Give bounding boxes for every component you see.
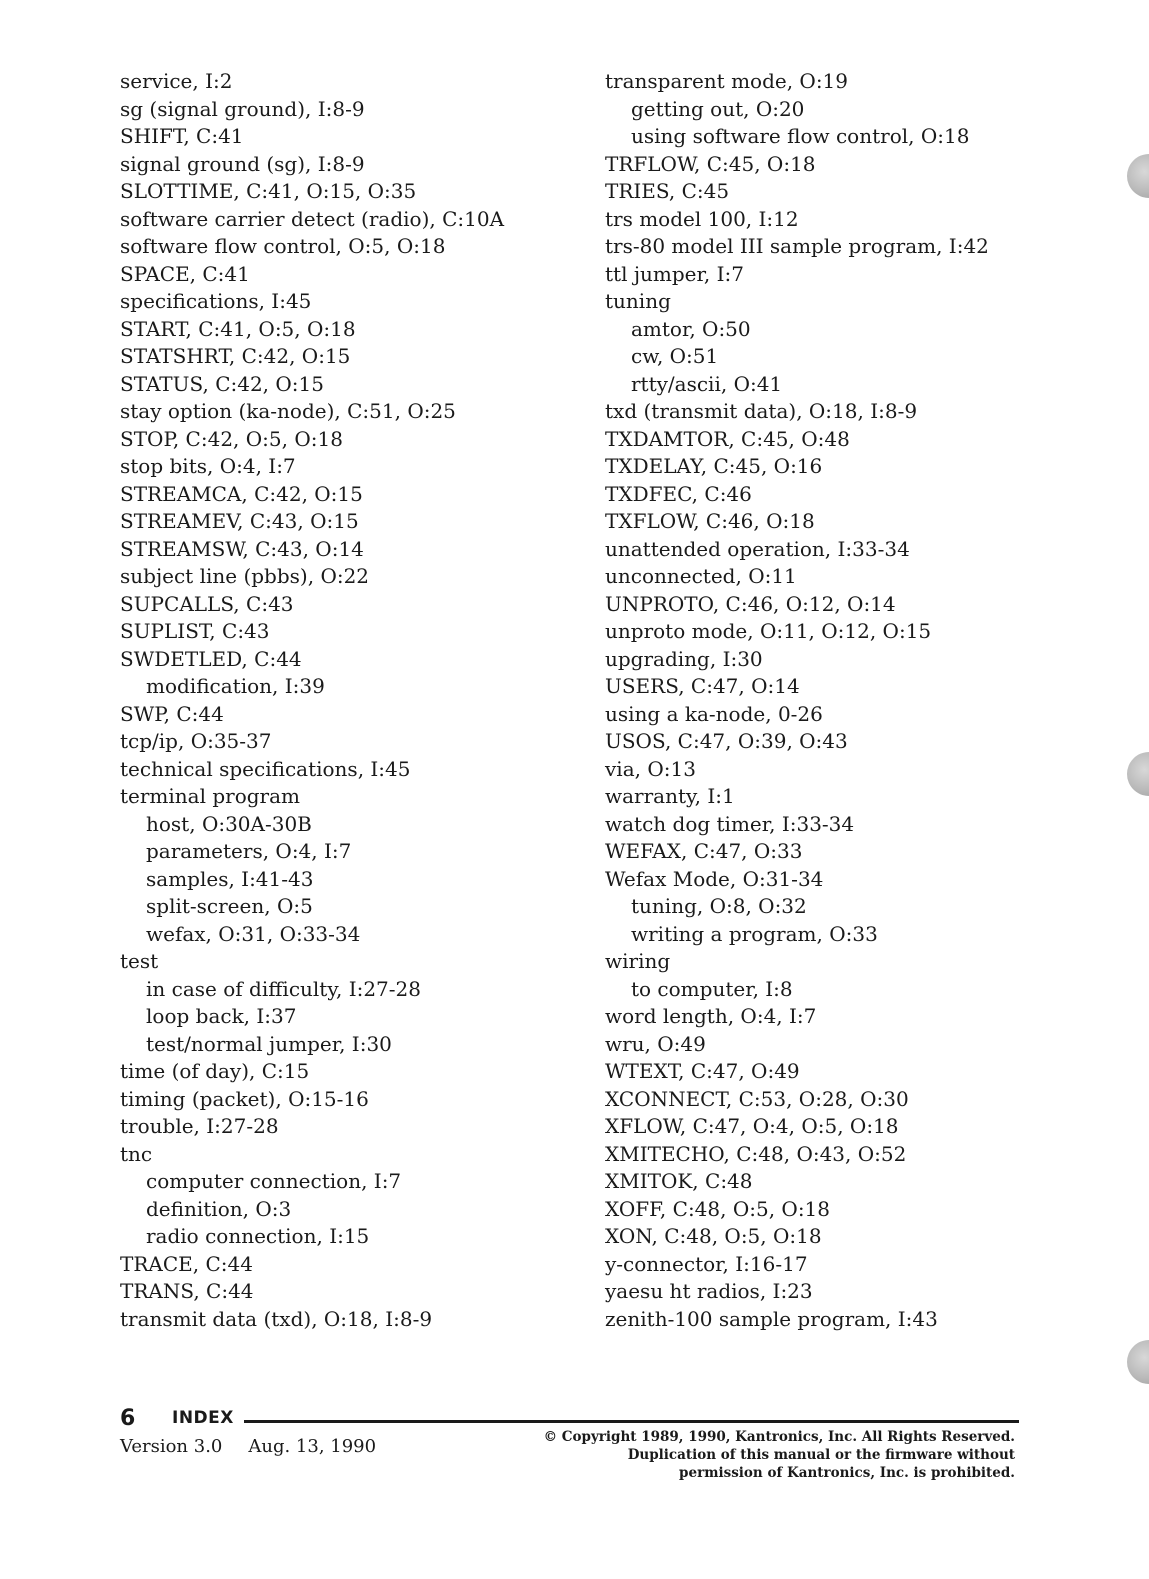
- index-subentry: using software flow control, O:18: [631, 124, 970, 148]
- index-subentry: tuning, O:8, O:32: [631, 894, 807, 918]
- index-entry: USERS, C:47, O:14: [605, 674, 800, 698]
- index-entry: yaesu ht radios, I:23: [605, 1279, 813, 1303]
- index-entry: trs-80 model III sample program, I:42: [605, 234, 989, 258]
- version-info: [120, 1436, 376, 1457]
- page-number: 6: [120, 1406, 136, 1431]
- index-subentry: writing a program, O:33: [631, 921, 878, 946]
- index-entry: transparent mode, O:19: [605, 69, 849, 93]
- copyright-line: permission of Kantronics, Inc. is prohibited.: [679, 1465, 1015, 1481]
- index-entry: TRIES, C:45: [605, 179, 730, 203]
- index-entry: XFLOW, C:47, O:4, O:5, O:18: [605, 1114, 899, 1138]
- index-entry: stop bits, O:4, I:7: [120, 454, 296, 478]
- index-entry: tuning: [605, 289, 671, 313]
- index-entry: XMITECHO, C:48, O:43, O:52: [605, 1141, 907, 1166]
- index-entry: unattended operation, I:33-34: [605, 536, 910, 561]
- index-entry: upgrading, I:30: [605, 646, 763, 671]
- punch-hole-middle: [1127, 752, 1149, 796]
- index-entry: via, O:13: [605, 756, 696, 781]
- index-entry: SUPCALLS, C:43: [120, 591, 294, 616]
- index-entry: STREAMEV, C:43, O:15: [120, 509, 359, 533]
- index-entry: ttl jumper, I:7: [605, 261, 744, 286]
- index-entry: TXFLOW, C:46, O:18: [605, 509, 815, 533]
- index-entry: TXDAMTOR, C:45, O:48: [605, 426, 850, 451]
- index-subentry: loop back, I:37: [146, 1004, 297, 1028]
- index-entry: time (of day), C:15: [120, 1059, 310, 1083]
- index-entry: WTEXT, C:47, O:49: [605, 1059, 800, 1083]
- index-entry: WEFAX, C:47, O:33: [605, 839, 803, 863]
- index-entry: watch dog timer, I:33-34: [605, 811, 855, 836]
- index-entry: signal ground (sg), I:8-9: [120, 151, 365, 176]
- index-entry: sg (signal ground), I:8-9: [120, 96, 365, 121]
- index-entry: tcp/ip, O:35-37: [120, 729, 272, 753]
- index-entry: XMITOK, C:48: [605, 1169, 753, 1193]
- index-entry: stay option (ka-node), C:51, O:25: [120, 399, 456, 423]
- index-entry: subject line (pbbs), O:22: [120, 564, 370, 588]
- copyright-notice: [535, 1428, 1015, 1482]
- section-label: INDEX: [172, 1408, 234, 1428]
- index-entry: STREAMCA, C:42, O:15: [120, 481, 363, 506]
- index-entry: timing (packet), O:15-16: [120, 1086, 369, 1111]
- version-label: Version 3.0: [120, 1436, 223, 1457]
- punch-hole-top: [1127, 154, 1149, 198]
- index-entry: UNPROTO, C:46, O:12, O:14: [605, 591, 896, 616]
- index-entry: terminal program: [120, 784, 301, 808]
- index-entry: technical specifications, I:45: [120, 756, 411, 781]
- index-entry: SLOTTIME, C:41, O:15, O:35: [120, 179, 417, 203]
- index-entry: SHIFT, C:41: [120, 124, 244, 148]
- index-entry: y-connector, I:16-17: [605, 1251, 808, 1276]
- index-entry: USOS, C:47, O:39, O:43: [605, 729, 848, 753]
- index-entry: software carrier detect (radio), C:10A: [120, 206, 505, 231]
- index-entry: SPACE, C:41: [120, 261, 250, 286]
- index-entry: wiring: [605, 949, 671, 973]
- copyright-line: Duplication of this manual or the firmware without: [627, 1447, 1015, 1463]
- index-entry: XCONNECT, C:53, O:28, O:30: [605, 1086, 909, 1111]
- index-entry: SWP, C:44: [120, 701, 224, 726]
- index-entry: XOFF, C:48, O:5, O:18: [605, 1196, 830, 1221]
- index-entry: unconnected, O:11: [605, 564, 797, 588]
- index-column-right: [605, 68, 1075, 1333]
- index-entry: TRFLOW, C:45, O:18: [605, 151, 816, 176]
- index-entry: trouble, I:27-28: [120, 1114, 279, 1138]
- index-entry: STOP, C:42, O:5, O:18: [120, 426, 343, 451]
- index-subentry: split-screen, O:5: [146, 894, 313, 918]
- index-subentry: radio connection, I:15: [146, 1224, 370, 1248]
- index-entry: STATSHRT, C:42, O:15: [120, 344, 351, 368]
- punch-hole-bottom: [1127, 1340, 1149, 1384]
- index-entry: STATUS, C:42, O:15: [120, 371, 324, 396]
- index-entry: STREAMSW, C:43, O:14: [120, 536, 364, 561]
- index-entry: trs model 100, I:12: [605, 206, 799, 231]
- index-entry: service, I:2: [120, 69, 233, 93]
- index-entry: warranty, I:1: [605, 784, 735, 808]
- index-subentry: computer connection, I:7: [146, 1169, 402, 1193]
- copyright-line: © Copyright 1989, 1990, Kantronics, Inc. All Rights Reserved.: [543, 1429, 1015, 1445]
- index-entry: specifications, I:45: [120, 289, 312, 313]
- index-entry: zenith-100 sample program, I:43: [605, 1306, 938, 1331]
- index-entry: wru, O:49: [605, 1031, 706, 1056]
- index-entry: word length, O:4, I:7: [605, 1004, 817, 1028]
- index-entry: XON, C:48, O:5, O:18: [605, 1224, 822, 1248]
- index-entry: TXDFEC, C:46: [605, 481, 752, 506]
- index-entry: Wefax Mode, O:31-34: [605, 866, 824, 891]
- index-entry: TRANS, C:44: [120, 1279, 254, 1303]
- index-entry: SUPLIST, C:43: [120, 619, 270, 643]
- index-entry: test: [120, 949, 159, 973]
- index-entry: START, C:41, O:5, O:18: [120, 316, 356, 341]
- index-entry: TRACE, C:44: [120, 1251, 253, 1276]
- index-subentry: samples, I:41-43: [146, 866, 314, 891]
- index-entry: tnc: [120, 1141, 153, 1166]
- index-subentry: test/normal jumper, I:30: [146, 1031, 392, 1056]
- index-subentry: modification, I:39: [146, 674, 325, 698]
- index-entry: transmit data (txd), O:18, I:8-9: [120, 1306, 433, 1331]
- index-subentry: parameters, O:4, I:7: [146, 839, 352, 863]
- index-column-left: [120, 68, 560, 1333]
- index-subentry: to computer, I:8: [631, 976, 793, 1001]
- index-subentry: rtty/ascii, O:41: [631, 371, 783, 396]
- index-entry: software flow control, O:5, O:18: [120, 234, 446, 258]
- index-subentry: definition, O:3: [146, 1196, 292, 1221]
- footer-rule: [244, 1420, 1019, 1423]
- index-entry: unproto mode, O:11, O:12, O:15: [605, 619, 932, 643]
- index-subentry: in case of difficulty, I:27-28: [146, 976, 421, 1001]
- index-entry: TXDELAY, C:45, O:16: [605, 454, 823, 478]
- index-entry: txd (transmit data), O:18, I:8-9: [605, 399, 918, 423]
- index-subentry: host, O:30A-30B: [146, 811, 312, 836]
- index-subentry: wefax, O:31, O:33-34: [146, 921, 361, 946]
- index-subentry: amtor, O:50: [631, 316, 751, 341]
- version-date: Aug. 13, 1990: [248, 1436, 377, 1457]
- index-entry: SWDETLED, C:44: [120, 646, 302, 671]
- index-subentry: cw, O:51: [631, 344, 719, 368]
- index-entry: using a ka-node, 0-26: [605, 701, 823, 726]
- index-subentry: getting out, O:20: [631, 96, 805, 121]
